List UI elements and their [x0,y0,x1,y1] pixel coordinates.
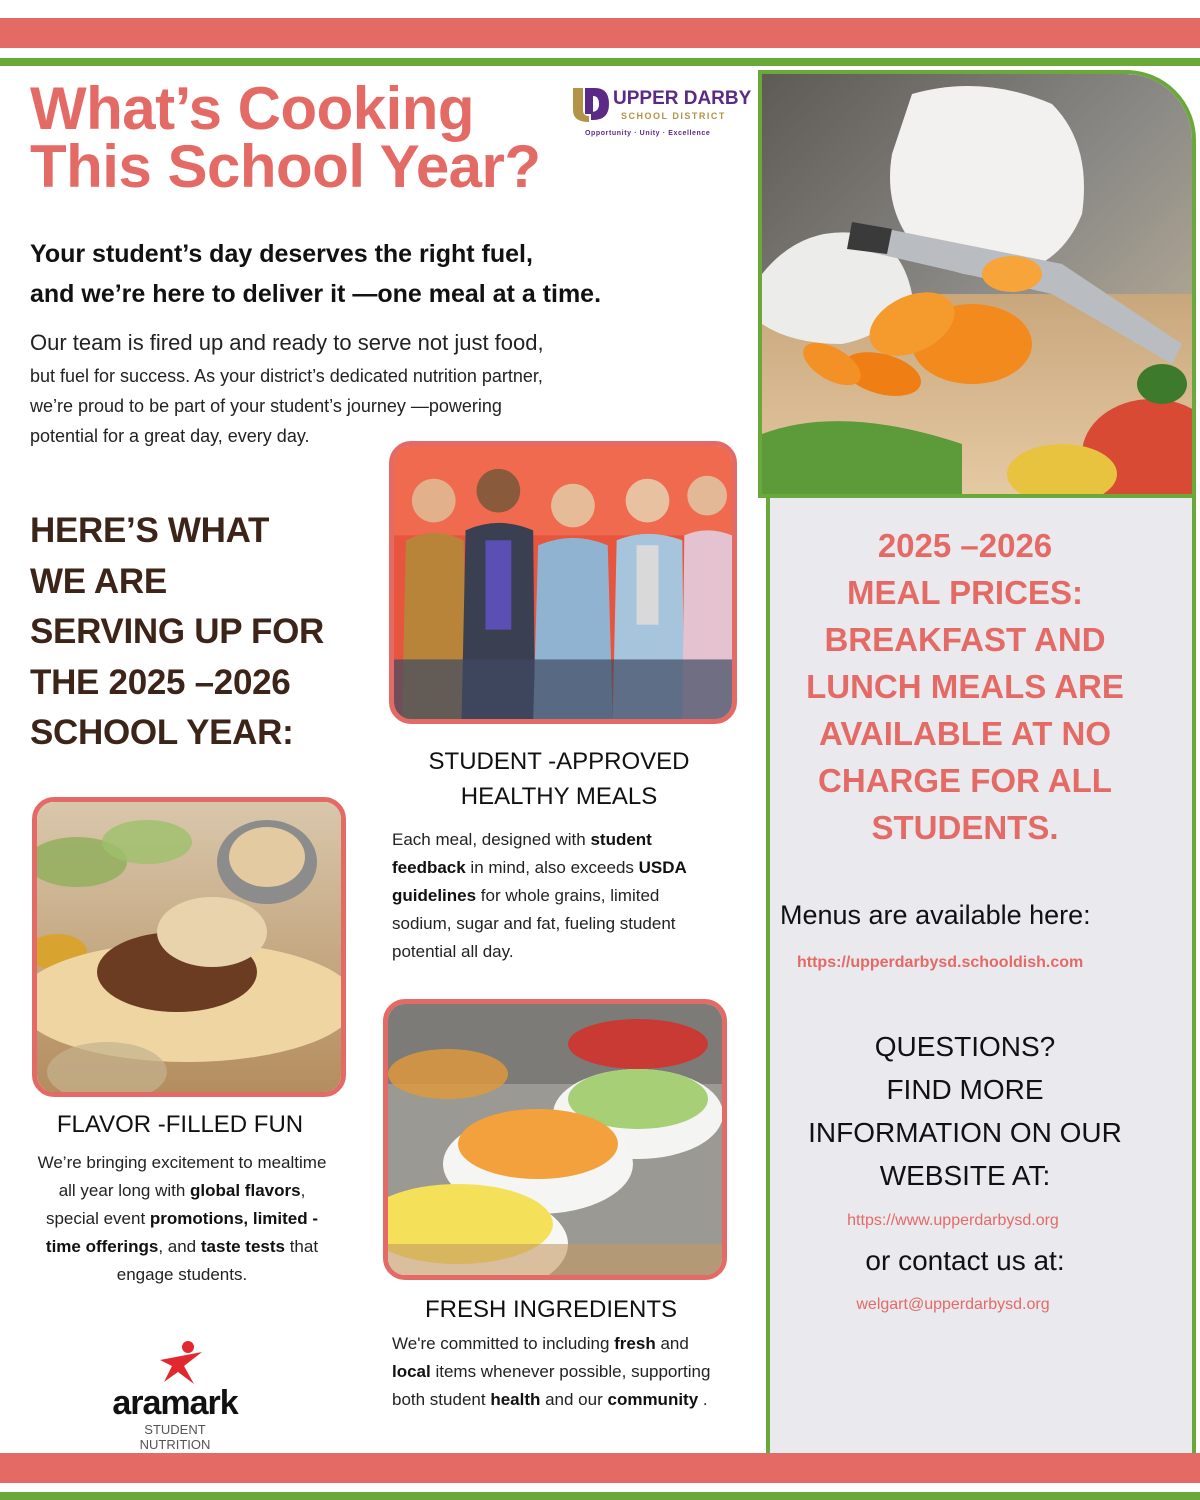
prices-line-5: AVAILABLE AT NO [818,715,1112,752]
title-line-1: What’s Cooking [30,75,475,142]
menus-link[interactable]: https://upperdarbysd.schooldish.com [797,954,1084,971]
flavor-bold-4: taste tests [200,1237,285,1256]
approved-heading-line-2: HEALTHY MEALS [460,783,658,810]
intro-line-2: we’re proud to be part of your student’s journey —powering [30,396,502,416]
flavor-text-4: , and [158,1237,201,1256]
district-motto: Opportunity · Unity · Excellence [585,130,711,137]
fresh-text-3: items whenever possible, supporting both student [392,1362,711,1409]
fresh-heading: FRESH INGREDIENTS [424,1296,678,1323]
intro-lead: Our team is fired up and ready to serve not just food, [30,330,544,355]
email-link[interactable]: welgart@upperdarbysd.org [856,1296,1050,1313]
menus-label: Menus are available here: [780,900,1091,930]
serving-line-5: SCHOOL YEAR: [30,713,294,752]
contact-label: or contact us at: [865,1245,1065,1276]
meal-prices-notice [770,522,1160,851]
questions-line-2: FIND MORE [886,1074,1044,1105]
aramark-star-person-icon [158,1340,206,1386]
flavor-text-2: , special event [45,1181,306,1228]
fresh-text-2: and [655,1334,689,1353]
approved-heading-line-1: STUDENT -APPROVED [428,748,690,775]
flavor-body [32,1149,332,1289]
intro-line-3: potential for a great day, every day. [30,426,310,446]
fresh-text-4: and our [540,1390,608,1409]
fresh-text-1: We're committed to including [392,1334,615,1353]
prices-line-6: CHARGE FOR ALL [818,762,1112,799]
burrito-food-photo [32,797,346,1097]
approved-text-2: in mind, also exceeds [465,858,639,877]
questions-text [770,1025,1160,1197]
approved-bold-1: student feedback [392,830,652,877]
chef-cutting-pepper-photo [758,70,1196,498]
serving-line-1: HERE’S WHAT [30,511,270,550]
students-thumbs-up-photo [389,441,737,724]
serving-line-4: THE 2025 –2026 [30,662,291,702]
approved-bold-2: USDA guidelines [392,858,687,905]
aramark-unit-line-2: NUTRITION [139,1437,211,1452]
tagline [30,234,710,314]
tagline-line-1: Your student’s day deserves the right fuel, [30,240,533,268]
fresh-text-5: . [698,1390,708,1409]
ud-monogram-icon [567,84,613,124]
aramark-unit [100,1422,250,1452]
tagline-line-2: and we’re here to deliver it —one meal at a time. [30,280,602,308]
serving-heading [30,506,380,759]
fruit-bowls-photo [383,999,727,1280]
approved-text-1: Each meal, designed with [392,830,591,849]
serving-line-2: WE ARE [30,561,167,601]
flavor-text-5: that engage students. [116,1237,319,1284]
fresh-bold-1: fresh [614,1334,656,1353]
approved-body [392,826,722,966]
district-sub: SCHOOL DISTRICT [621,111,726,121]
district-logo [563,84,752,144]
prices-line-2: MEAL PRICES: [847,574,1083,611]
approved-text-3: for whole grains, limited sodium, sugar and fat, fueling student potential all day. [392,886,676,961]
prices-line-1: 2025 –2026 [877,527,1053,564]
serving-line-3: SERVING UP FOR [30,612,325,651]
website-link[interactable]: https://www.upperdarbysd.org [847,1212,1059,1229]
bottom-green-stripe [0,1492,1200,1500]
district-name: UPPER DARBY [613,88,752,109]
aramark-wordmark: aramark [112,1384,238,1422]
fresh-bold-2: local [392,1362,431,1381]
top-green-stripe [0,58,1200,66]
fresh-bold-4: community [607,1390,699,1409]
aramark-logo [100,1340,250,1450]
prices-line-3: BREAKFAST AND [824,621,1106,658]
flavor-bold-2: promotions, [149,1209,249,1228]
flavor-bold-3: limited -time offerings [45,1209,319,1256]
questions-line-3: INFORMATION ON OUR [808,1117,1122,1148]
approved-heading [389,744,729,814]
intro-line-1: but fuel for success. As your district’s dedicated nutrition partner, [30,366,543,386]
title-line-2: This School Year? [30,133,541,200]
flavor-bold-1: global flavors [190,1181,301,1200]
questions-line-4: WEBSITE AT: [879,1160,1051,1191]
prices-line-7: STUDENTS. [871,809,1059,846]
prices-line-4: LUNCH MEALS ARE [806,668,1124,705]
questions-line-1: QUESTIONS? [874,1031,1056,1062]
flavor-heading: FLAVOR -FILLED FUN [56,1111,304,1138]
intro-body [30,361,670,451]
page-title [30,75,570,200]
aramark-unit-line-1: STUDENT [144,1422,206,1437]
bottom-red-stripe [0,1453,1200,1483]
top-red-stripe [0,18,1200,48]
fresh-body [392,1330,722,1414]
flavor-text-1: We’re bringing excitement to mealtime all year long with [37,1153,327,1200]
fresh-bold-3: health [490,1390,541,1409]
